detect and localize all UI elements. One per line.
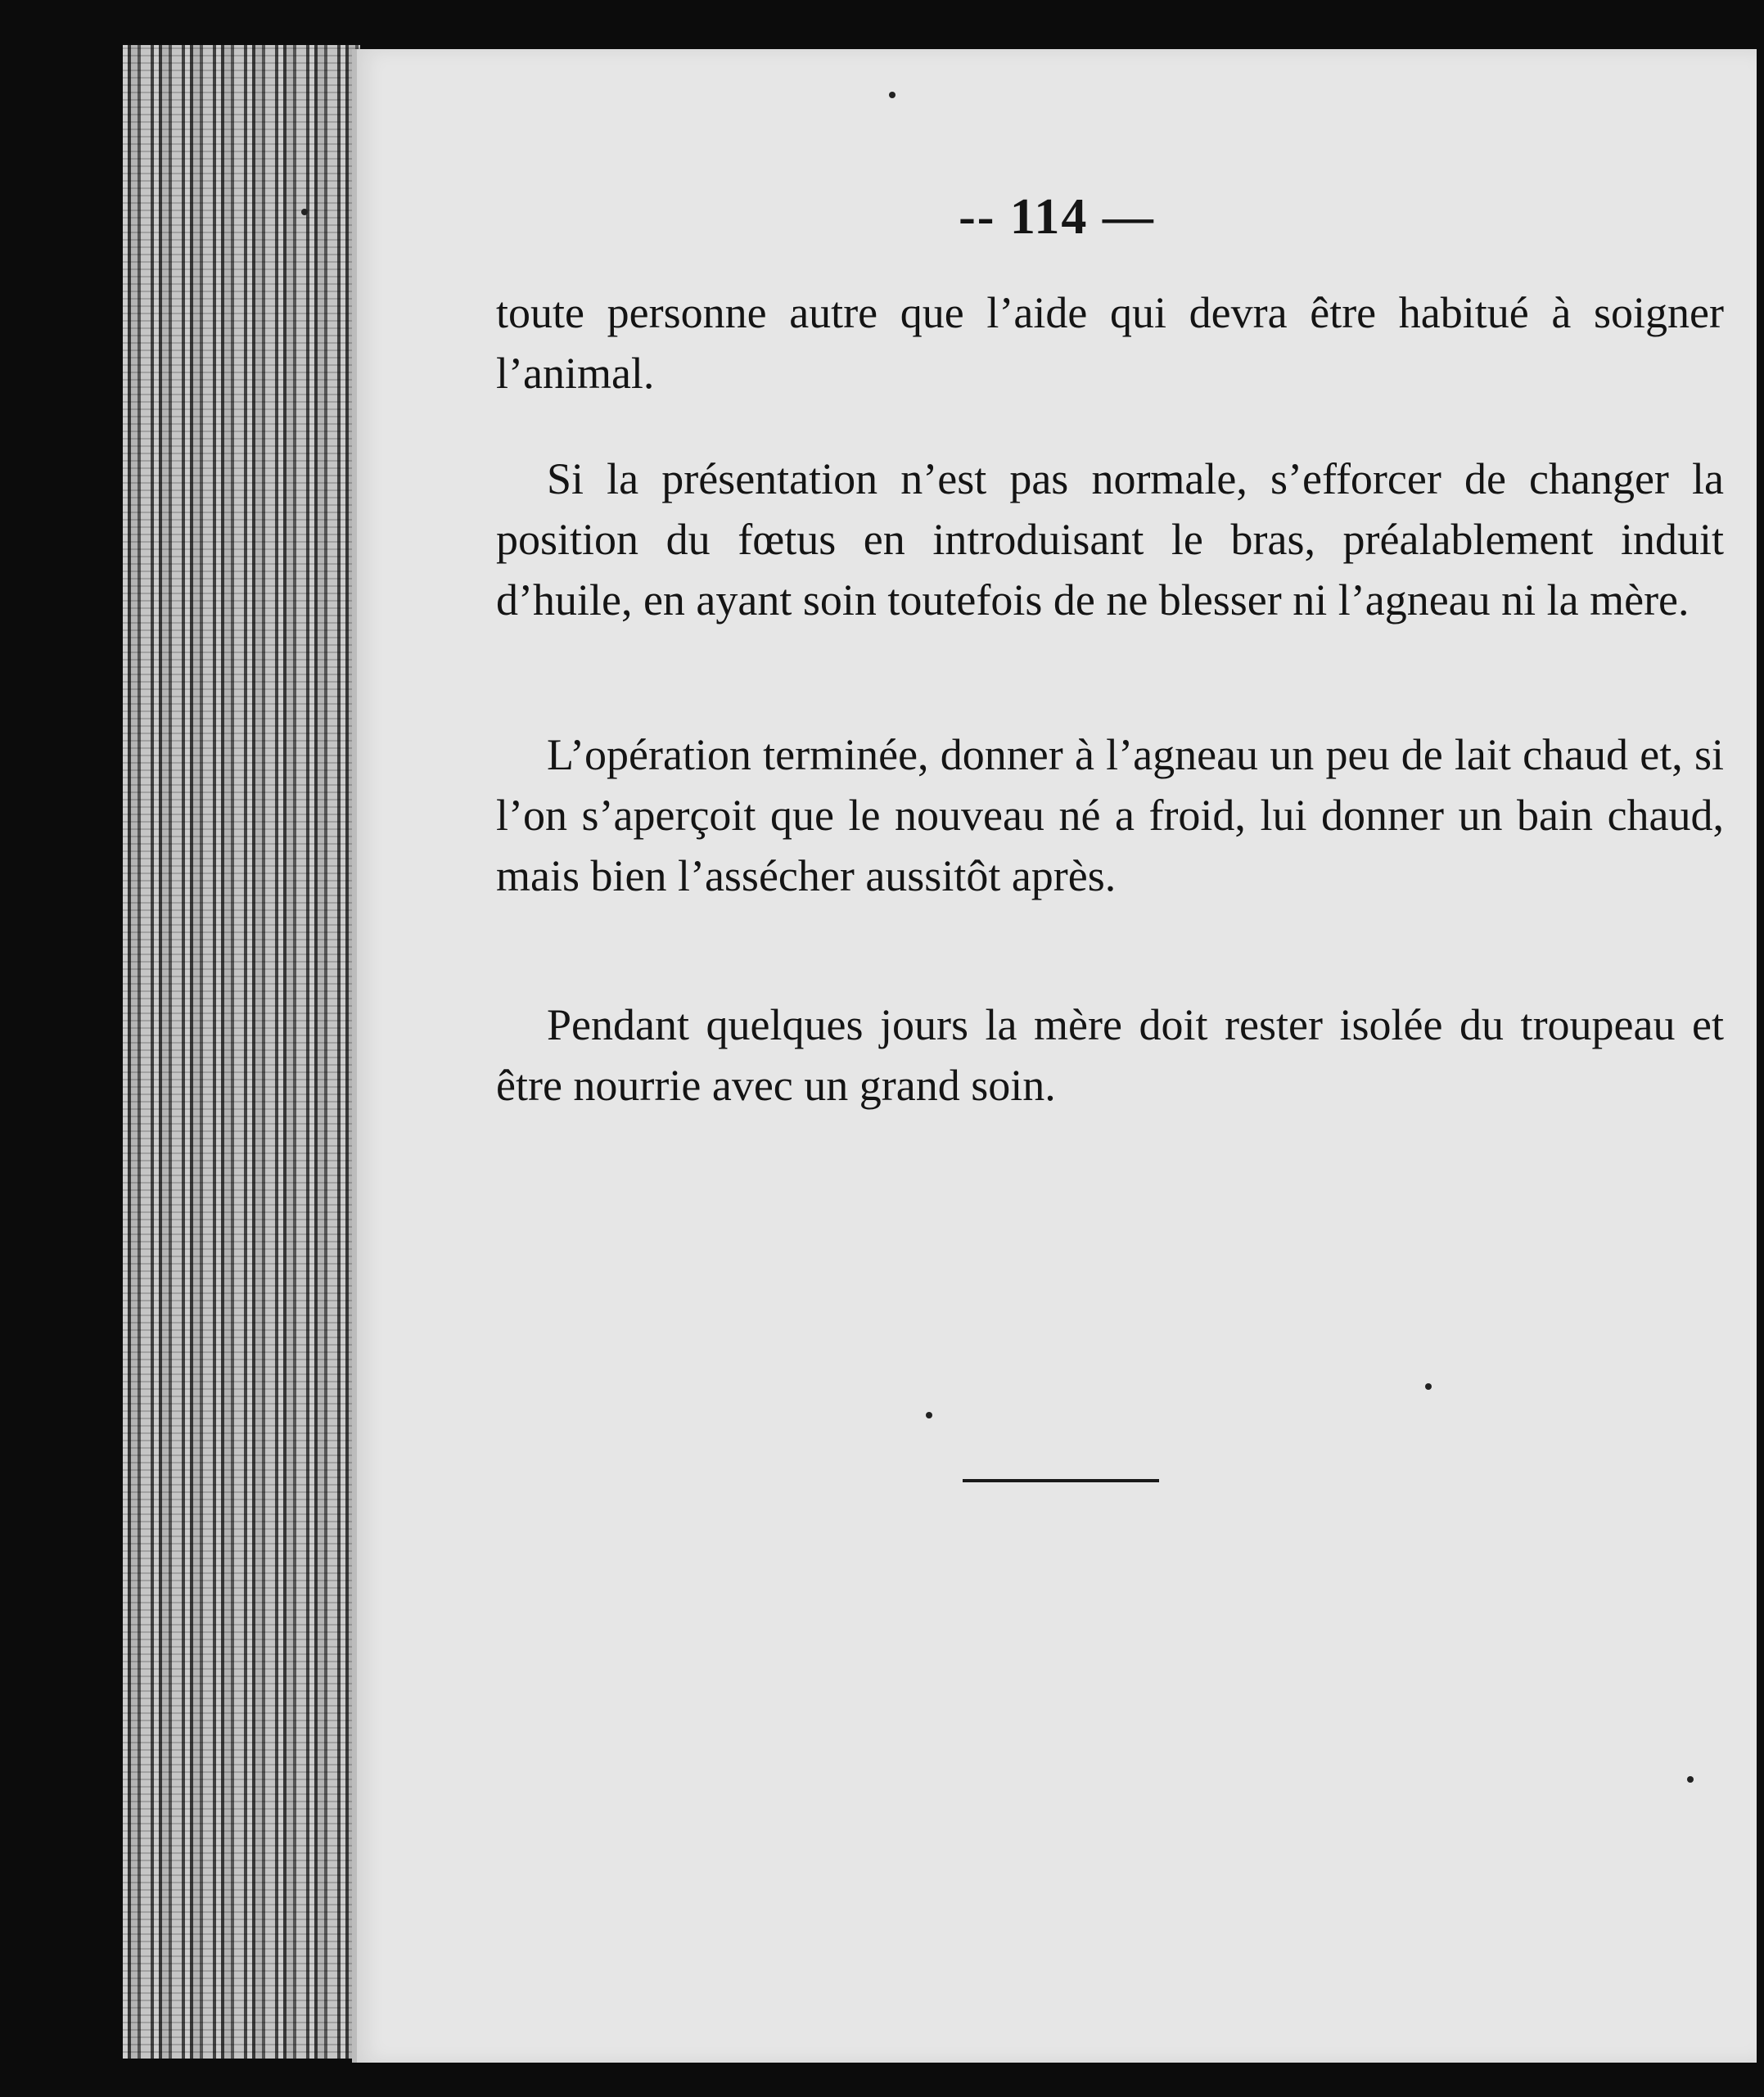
print-speck bbox=[926, 1412, 932, 1418]
page-number: -- 114 — bbox=[959, 189, 1155, 245]
paragraph-isolation: Pendant quelques jours la mère doit rester isolée du troupeau et être nourrie avec un grand soin. bbox=[496, 1000, 1724, 1110]
print-speck bbox=[301, 209, 308, 215]
paragraph-operation: L’opération terminée, donner à l’agneau un peu de lait chaud et, si l’on s’aperçoit que le nouveau né a froid, lui donner un bain chaud, mais bien l’assécher aussitôt après. bbox=[496, 730, 1724, 900]
section-end-rule bbox=[963, 1479, 1159, 1482]
book-page-edges bbox=[123, 45, 360, 2059]
print-speck bbox=[1687, 1776, 1694, 1783]
paragraph-presentation: Si la présentation n’est pas normale, s’efforcer de changer la position du fœtus en introduisant le bras, préalablement induit d’huile, en ayant soin toutefois de ne blesser ni l’agneau ni la mère. bbox=[496, 454, 1724, 625]
print-speck bbox=[889, 92, 896, 98]
paragraph-continuation: toute personne autre que l’aide qui devra être habitué à soigner l’animal. bbox=[496, 288, 1724, 398]
print-speck bbox=[1425, 1383, 1432, 1390]
book-page bbox=[352, 49, 1757, 2063]
